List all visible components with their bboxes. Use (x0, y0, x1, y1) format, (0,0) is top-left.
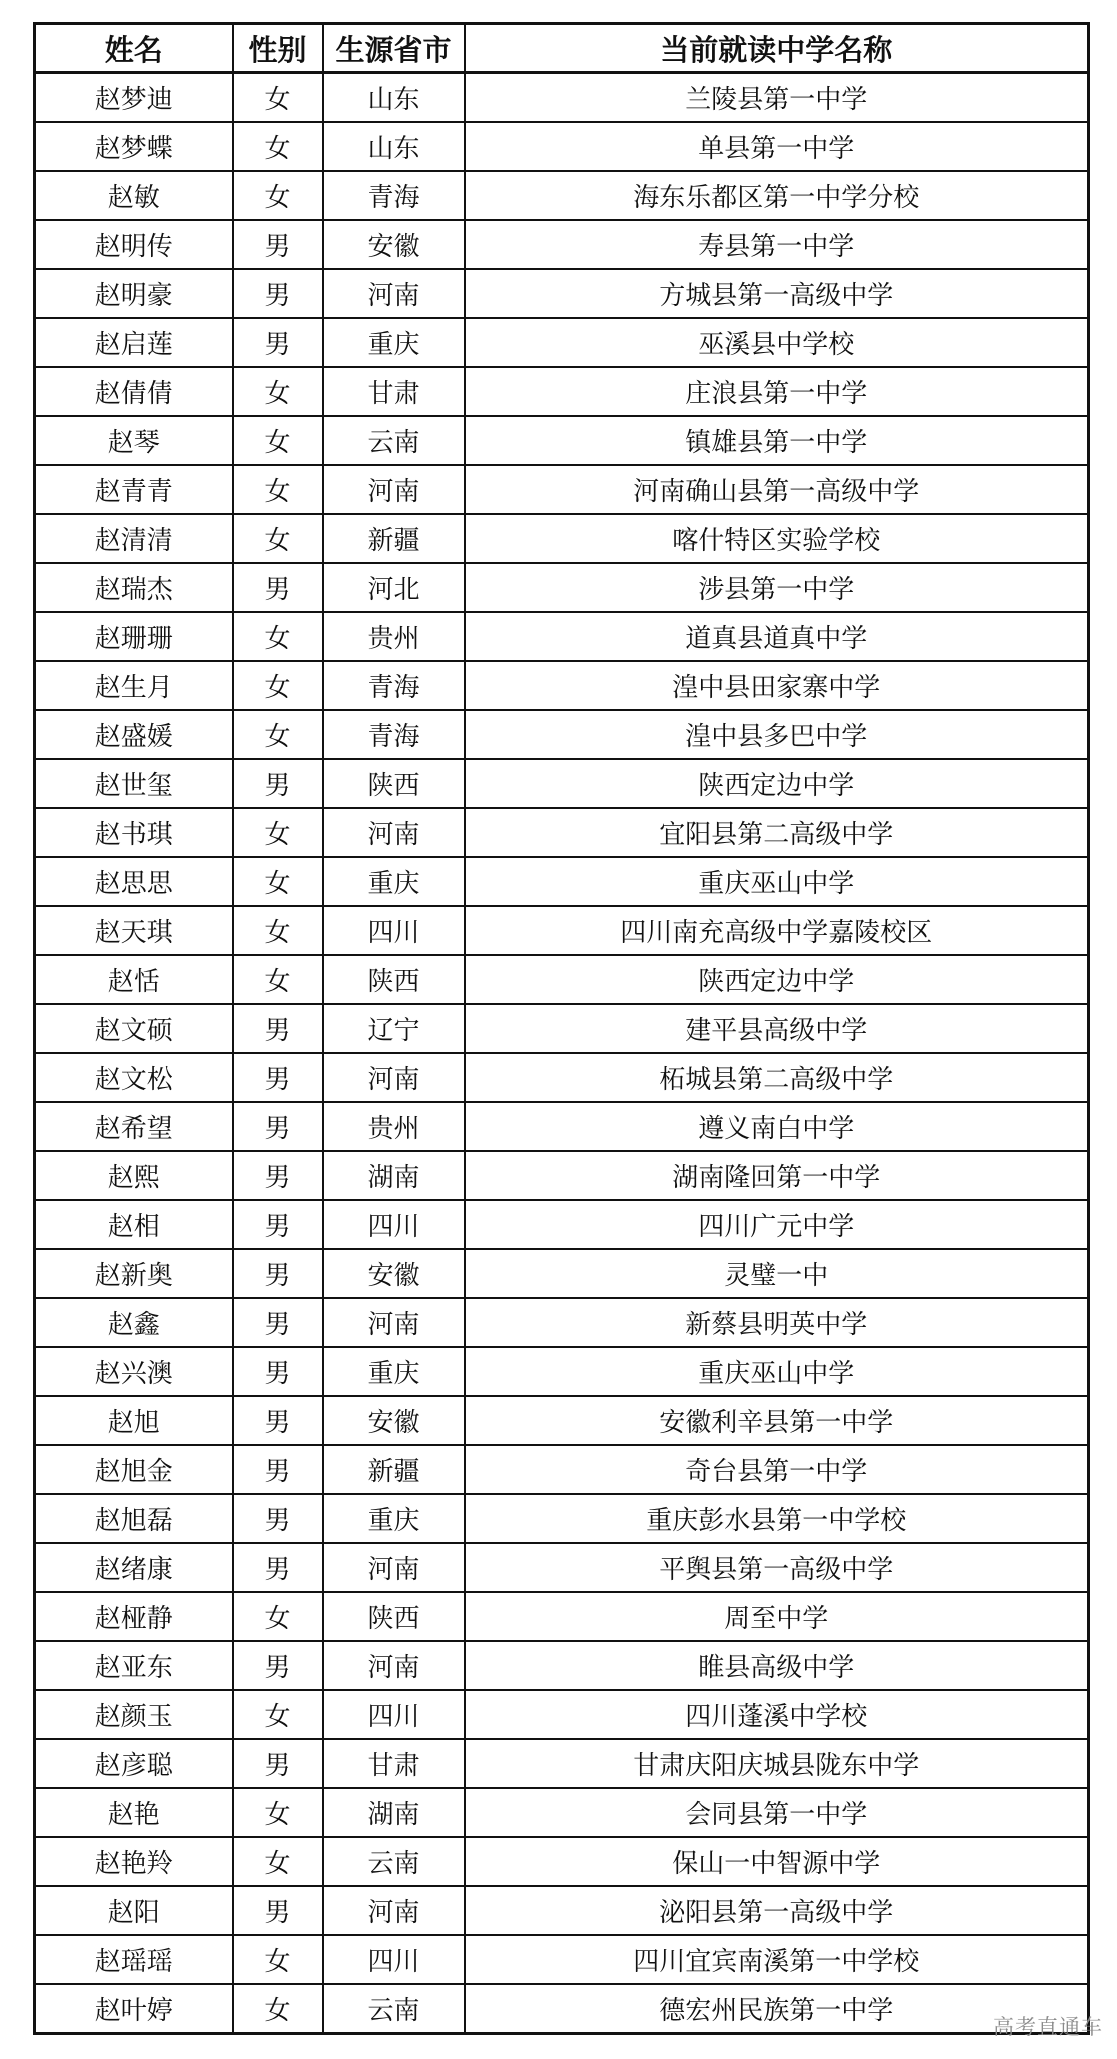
cell-name: 赵瑶瑶 (35, 1935, 233, 1984)
cell-name: 赵绪康 (35, 1543, 233, 1592)
student-table-container (33, 22, 1087, 2035)
table-row (35, 318, 1089, 367)
cell-gender: 女 (233, 1788, 323, 1837)
cell-province: 陕西 (323, 759, 465, 808)
table-row (35, 1788, 1089, 1837)
cell-school: 河南确山县第一高级中学 (465, 465, 1089, 514)
table-row (35, 1053, 1089, 1102)
table-row (35, 955, 1089, 1004)
cell-gender: 男 (233, 1739, 323, 1788)
cell-name: 赵启莲 (35, 318, 233, 367)
cell-gender: 女 (233, 1690, 323, 1739)
table-row (35, 1102, 1089, 1151)
cell-name: 赵旭磊 (35, 1494, 233, 1543)
table-row (35, 1739, 1089, 1788)
cell-school: 建平县高级中学 (465, 1004, 1089, 1053)
cell-name: 赵颜玉 (35, 1690, 233, 1739)
cell-gender: 男 (233, 220, 323, 269)
cell-name: 赵青青 (35, 465, 233, 514)
cell-province: 河南 (323, 1641, 465, 1690)
cell-school: 重庆彭水县第一中学校 (465, 1494, 1089, 1543)
cell-gender: 女 (233, 514, 323, 563)
cell-gender: 男 (233, 318, 323, 367)
cell-school: 泌阳县第一高级中学 (465, 1886, 1089, 1935)
cell-province: 陕西 (323, 1592, 465, 1641)
cell-name: 赵梦迪 (35, 73, 233, 123)
cell-name: 赵瑞杰 (35, 563, 233, 612)
cell-school: 睢县高级中学 (465, 1641, 1089, 1690)
cell-name: 赵盛媛 (35, 710, 233, 759)
header-name: 姓名 (35, 24, 233, 73)
cell-school: 四川广元中学 (465, 1200, 1089, 1249)
table-row (35, 1592, 1089, 1641)
cell-gender: 男 (233, 1494, 323, 1543)
cell-school: 海东乐都区第一中学分校 (465, 171, 1089, 220)
table-row (35, 808, 1089, 857)
cell-name: 赵鑫 (35, 1298, 233, 1347)
table-row (35, 1935, 1089, 1984)
student-table (33, 22, 1090, 2035)
cell-gender: 男 (233, 759, 323, 808)
table-row (35, 1004, 1089, 1053)
cell-gender: 女 (233, 171, 323, 220)
cell-gender: 女 (233, 367, 323, 416)
cell-gender: 男 (233, 563, 323, 612)
cell-school: 周至中学 (465, 1592, 1089, 1641)
table-row (35, 1837, 1089, 1886)
cell-school: 奇台县第一中学 (465, 1445, 1089, 1494)
cell-name: 赵旭金 (35, 1445, 233, 1494)
table-row (35, 857, 1089, 906)
cell-school: 庄浪县第一中学 (465, 367, 1089, 416)
cell-province: 贵州 (323, 612, 465, 661)
cell-name: 赵亚东 (35, 1641, 233, 1690)
cell-province: 湖南 (323, 1788, 465, 1837)
cell-province: 云南 (323, 1837, 465, 1886)
cell-gender: 男 (233, 1004, 323, 1053)
cell-name: 赵明传 (35, 220, 233, 269)
cell-school: 重庆巫山中学 (465, 857, 1089, 906)
cell-gender: 女 (233, 661, 323, 710)
header-province: 生源省市 (323, 24, 465, 73)
cell-name: 赵阳 (35, 1886, 233, 1935)
cell-name: 赵艳羚 (35, 1837, 233, 1886)
table-row (35, 1886, 1089, 1935)
cell-name: 赵珊珊 (35, 612, 233, 661)
table-row (35, 1396, 1089, 1445)
cell-school: 巫溪县中学校 (465, 318, 1089, 367)
header-school: 当前就读中学名称 (465, 24, 1089, 73)
cell-name: 赵敏 (35, 171, 233, 220)
cell-province: 云南 (323, 1984, 465, 2034)
table-row (35, 1298, 1089, 1347)
table-row (35, 563, 1089, 612)
cell-province: 河南 (323, 1886, 465, 1935)
cell-name: 赵明豪 (35, 269, 233, 318)
cell-name: 赵旭 (35, 1396, 233, 1445)
cell-gender: 男 (233, 1641, 323, 1690)
watermark-text: 高考直通车 (993, 2015, 1103, 2039)
table-row (35, 73, 1089, 123)
cell-school: 湟中县多巴中学 (465, 710, 1089, 759)
table-header-row (35, 24, 1089, 73)
cell-school: 四川蓬溪中学校 (465, 1690, 1089, 1739)
cell-province: 辽宁 (323, 1004, 465, 1053)
table-row (35, 710, 1089, 759)
cell-gender: 男 (233, 1396, 323, 1445)
cell-school: 湟中县田家寨中学 (465, 661, 1089, 710)
cell-province: 四川 (323, 1200, 465, 1249)
table-row (35, 1543, 1089, 1592)
cell-gender: 女 (233, 73, 323, 123)
cell-gender: 女 (233, 1984, 323, 2034)
cell-province: 青海 (323, 710, 465, 759)
table-row (35, 220, 1089, 269)
cell-province: 青海 (323, 661, 465, 710)
cell-school: 镇雄县第一中学 (465, 416, 1089, 465)
cell-gender: 女 (233, 1935, 323, 1984)
cell-name: 赵文松 (35, 1053, 233, 1102)
cell-name: 赵相 (35, 1200, 233, 1249)
cell-province: 陕西 (323, 955, 465, 1004)
table-row (35, 1347, 1089, 1396)
cell-gender: 女 (233, 906, 323, 955)
cell-name: 赵兴澳 (35, 1347, 233, 1396)
table-row (35, 1690, 1089, 1739)
cell-school: 单县第一中学 (465, 122, 1089, 171)
cell-school: 寿县第一中学 (465, 220, 1089, 269)
cell-province: 重庆 (323, 1347, 465, 1396)
table-row (35, 906, 1089, 955)
cell-name: 赵琴 (35, 416, 233, 465)
table-row (35, 1249, 1089, 1298)
cell-gender: 男 (233, 1543, 323, 1592)
cell-province: 安徽 (323, 220, 465, 269)
table-row (35, 1151, 1089, 1200)
cell-province: 四川 (323, 1690, 465, 1739)
cell-province: 河南 (323, 808, 465, 857)
table-row (35, 1200, 1089, 1249)
cell-name: 赵天琪 (35, 906, 233, 955)
cell-school: 四川南充高级中学嘉陵校区 (465, 906, 1089, 955)
cell-province: 湖南 (323, 1151, 465, 1200)
cell-gender: 女 (233, 808, 323, 857)
cell-name: 赵倩倩 (35, 367, 233, 416)
table-row (35, 171, 1089, 220)
cell-province: 河北 (323, 563, 465, 612)
cell-gender: 女 (233, 955, 323, 1004)
cell-province: 安徽 (323, 1249, 465, 1298)
cell-gender: 女 (233, 122, 323, 171)
cell-name: 赵思思 (35, 857, 233, 906)
cell-school: 涉县第一中学 (465, 563, 1089, 612)
cell-name: 赵恬 (35, 955, 233, 1004)
cell-school: 保山一中智源中学 (465, 1837, 1089, 1886)
cell-gender: 男 (233, 1249, 323, 1298)
cell-gender: 男 (233, 1445, 323, 1494)
cell-school: 德宏州民族第一中学 (465, 1984, 1089, 2034)
cell-name: 赵文硕 (35, 1004, 233, 1053)
cell-school: 重庆巫山中学 (465, 1347, 1089, 1396)
cell-school: 新蔡县明英中学 (465, 1298, 1089, 1347)
cell-school: 平舆县第一高级中学 (465, 1543, 1089, 1592)
cell-school: 会同县第一中学 (465, 1788, 1089, 1837)
cell-name: 赵熙 (35, 1151, 233, 1200)
table-row (35, 465, 1089, 514)
cell-name: 赵世玺 (35, 759, 233, 808)
cell-province: 河南 (323, 269, 465, 318)
cell-gender: 男 (233, 1200, 323, 1249)
cell-province: 青海 (323, 171, 465, 220)
table-row (35, 661, 1089, 710)
cell-name: 赵艳 (35, 1788, 233, 1837)
cell-school: 四川宜宾南溪第一中学校 (465, 1935, 1089, 1984)
cell-province: 山东 (323, 122, 465, 171)
cell-gender: 男 (233, 1886, 323, 1935)
cell-province: 甘肃 (323, 367, 465, 416)
cell-province: 河南 (323, 1543, 465, 1592)
cell-name: 赵彦聪 (35, 1739, 233, 1788)
cell-province: 重庆 (323, 1494, 465, 1543)
cell-province: 甘肃 (323, 1739, 465, 1788)
cell-province: 重庆 (323, 857, 465, 906)
table-body (35, 73, 1089, 2034)
cell-name: 赵桠静 (35, 1592, 233, 1641)
cell-province: 河南 (323, 1298, 465, 1347)
cell-name: 赵生月 (35, 661, 233, 710)
cell-name: 赵希望 (35, 1102, 233, 1151)
cell-province: 安徽 (323, 1396, 465, 1445)
cell-school: 甘肃庆阳庆城县陇东中学 (465, 1739, 1089, 1788)
header-gender: 性别 (233, 24, 323, 73)
cell-name: 赵书琪 (35, 808, 233, 857)
cell-school: 安徽利辛县第一中学 (465, 1396, 1089, 1445)
cell-school: 遵义南白中学 (465, 1102, 1089, 1151)
cell-gender: 女 (233, 465, 323, 514)
table-row (35, 1641, 1089, 1690)
cell-province: 新疆 (323, 1445, 465, 1494)
cell-province: 贵州 (323, 1102, 465, 1151)
table-row (35, 612, 1089, 661)
cell-name: 赵清清 (35, 514, 233, 563)
cell-province: 山东 (323, 73, 465, 123)
cell-name: 赵叶婷 (35, 1984, 233, 2034)
cell-province: 河南 (323, 1053, 465, 1102)
cell-school: 灵璧一中 (465, 1249, 1089, 1298)
cell-province: 新疆 (323, 514, 465, 563)
cell-province: 四川 (323, 1935, 465, 1984)
cell-school: 陕西定边中学 (465, 955, 1089, 1004)
cell-school: 柘城县第二高级中学 (465, 1053, 1089, 1102)
cell-school: 陕西定边中学 (465, 759, 1089, 808)
cell-province: 河南 (323, 465, 465, 514)
cell-province: 四川 (323, 906, 465, 955)
cell-province: 云南 (323, 416, 465, 465)
table-row (35, 416, 1089, 465)
cell-gender: 女 (233, 612, 323, 661)
cell-school: 道真县道真中学 (465, 612, 1089, 661)
cell-name: 赵梦蝶 (35, 122, 233, 171)
cell-gender: 女 (233, 416, 323, 465)
table-row (35, 1445, 1089, 1494)
table-row (35, 367, 1089, 416)
cell-school: 宜阳县第二高级中学 (465, 808, 1089, 857)
cell-gender: 男 (233, 1102, 323, 1151)
cell-school: 喀什特区实验学校 (465, 514, 1089, 563)
cell-gender: 女 (233, 1592, 323, 1641)
table-row (35, 514, 1089, 563)
table-row (35, 1494, 1089, 1543)
cell-gender: 女 (233, 857, 323, 906)
table-row (35, 759, 1089, 808)
cell-school: 兰陵县第一中学 (465, 73, 1089, 123)
cell-name: 赵新奥 (35, 1249, 233, 1298)
cell-gender: 男 (233, 1347, 323, 1396)
cell-gender: 女 (233, 710, 323, 759)
cell-gender: 男 (233, 269, 323, 318)
cell-gender: 男 (233, 1151, 323, 1200)
cell-gender: 男 (233, 1053, 323, 1102)
table-row (35, 122, 1089, 171)
cell-gender: 男 (233, 1298, 323, 1347)
cell-school: 湖南隆回第一中学 (465, 1151, 1089, 1200)
table-row (35, 269, 1089, 318)
cell-gender: 女 (233, 1837, 323, 1886)
cell-province: 重庆 (323, 318, 465, 367)
cell-school: 方城县第一高级中学 (465, 269, 1089, 318)
table-row (35, 1984, 1089, 2034)
